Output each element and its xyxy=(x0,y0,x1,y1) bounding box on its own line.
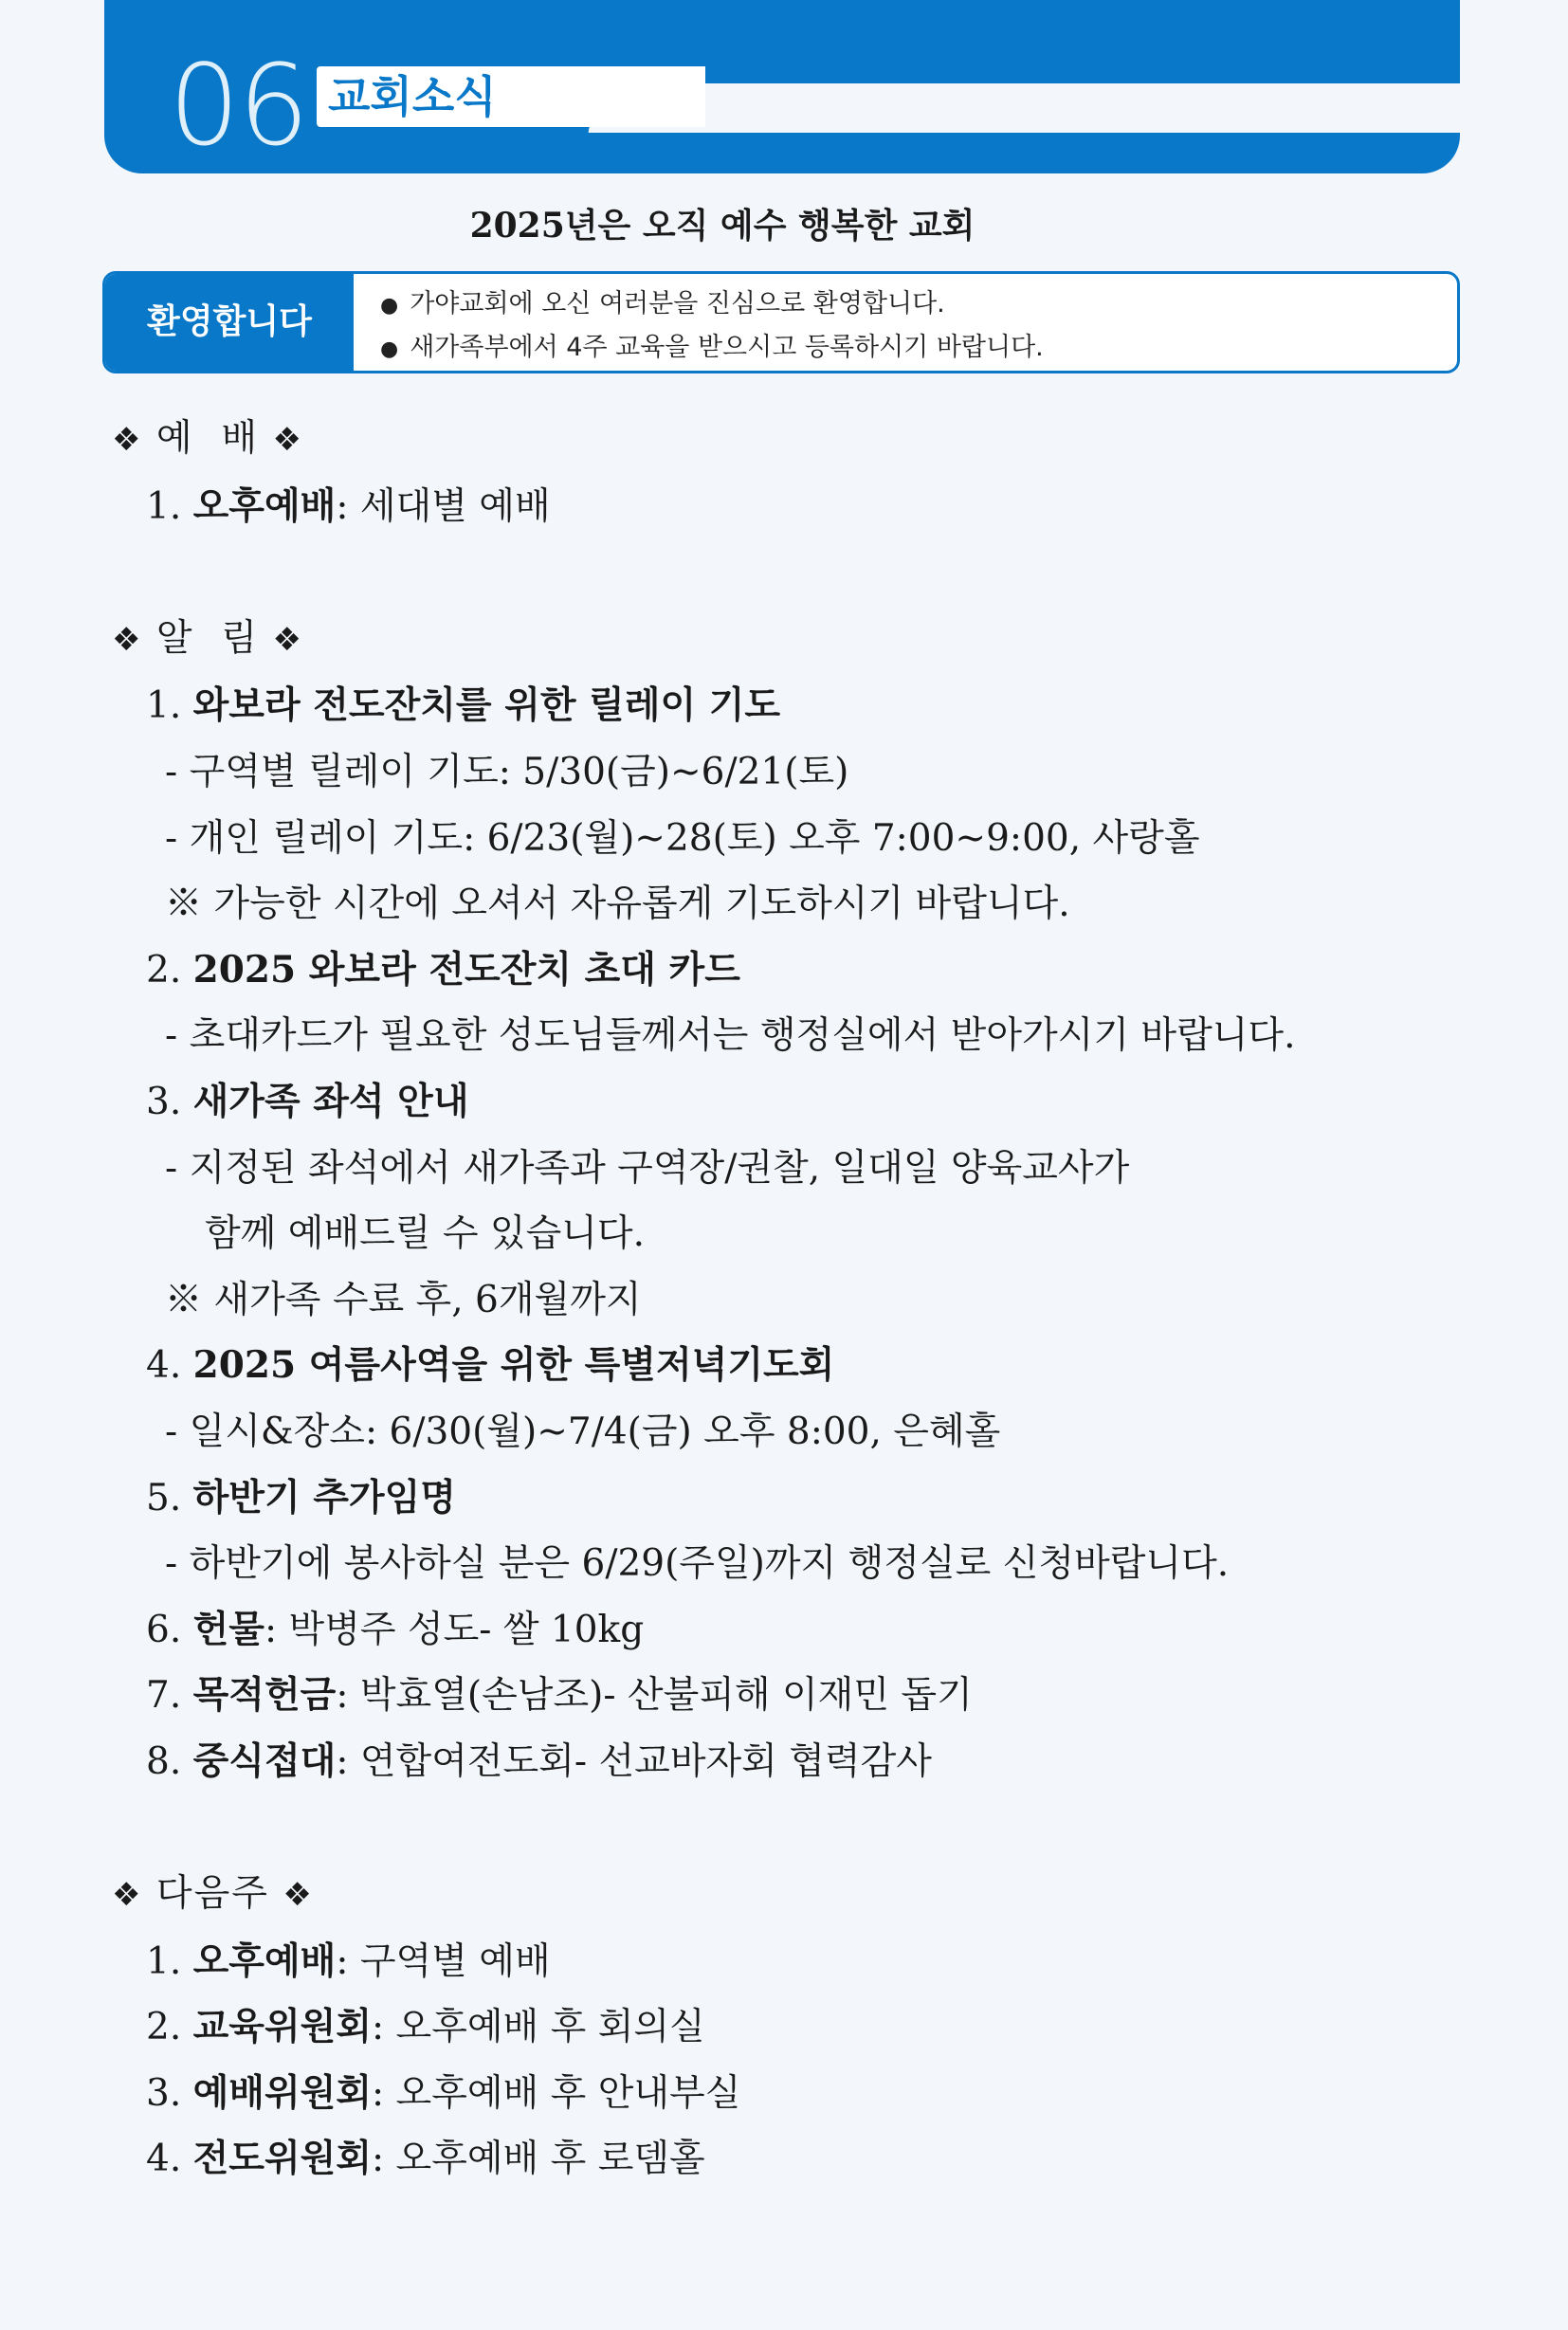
diamond-ornament-icon: ❖ xyxy=(112,620,143,659)
notice-title: 6. 헌물: 박병주 성도- 쌀 10kg xyxy=(146,1607,645,1651)
list-item: 2. 교육위원회: 오후예배 후 회의실 xyxy=(146,2005,705,2049)
notice-title: 5. 하반기 추가임명 xyxy=(146,1475,456,1520)
notice-title: 3. 새가족 좌석 안내 xyxy=(146,1079,469,1123)
notice-detail: - 지정된 좌석에서 새가족과 구역장/권찰, 일대일 양육교사가 xyxy=(165,1146,1130,1190)
notice-detail: - 개인 릴레이 기도: 6/23(월)~28(토) 오후 7:00~9:00, 사랑홀 xyxy=(165,816,1200,860)
diamond-ornament-icon: ❖ xyxy=(272,421,303,459)
next-week-heading: ❖ 다음주 ❖ xyxy=(112,1872,314,1916)
list-item: 1. 오후예배: 세대별 예배 xyxy=(146,483,551,528)
list-item: 3. 예배위원회: 오후예배 후 안내부실 xyxy=(146,2070,741,2115)
diamond-ornament-icon: ❖ xyxy=(112,1876,143,1915)
welcome-list xyxy=(380,283,1044,371)
notice-detail: - 하반기에 봉사하실 분은 6/29(주일)까지 행정실로 신청바랍니다. xyxy=(165,1542,1230,1586)
diamond-ornament-icon: ❖ xyxy=(283,1876,314,1915)
diamond-ornament-icon: ❖ xyxy=(112,421,143,459)
list-item: 1. 오후예배: 구역별 예배 xyxy=(146,1939,551,1983)
notice-detail: - 구역별 릴레이 기도: 5/30(금)~6/21(토) xyxy=(165,750,849,793)
notice-title: 2. 2025 와보라 전도잔치 초대 카드 xyxy=(146,947,740,992)
notices-heading: ❖ 알 림 ❖ xyxy=(112,616,303,660)
welcome-item: ● 가야교회에 오신 여러분을 진심으로 환영합니다. xyxy=(380,283,1044,327)
welcome-label: 환영합니다 xyxy=(105,274,354,371)
notice-title: 8. 중식접대: 연합여전도회- 선교바자회 협력감사 xyxy=(146,1738,932,1783)
notice-title: 4. 2025 여름사역을 위한 특별저녁기도회 xyxy=(146,1343,835,1388)
diamond-ornament-icon: ❖ xyxy=(272,620,303,659)
bulletin-content xyxy=(112,406,1458,2193)
banner-curve-fill xyxy=(588,133,1460,173)
notice-title: 1. 와보라 전도잔치를 위한 릴레이 기도 xyxy=(146,683,781,728)
notice-detail: - 초대카드가 필요한 성도님들께서는 행정실에서 받아가시기 바랍니다. xyxy=(165,1014,1296,1058)
welcome-item: ● 새가족부에서 4주 교육을 받으시고 등록하시기 바랍니다. xyxy=(380,327,1044,371)
notice-detail: 함께 예배드릴 수 있습니다. xyxy=(205,1212,646,1256)
notice-detail: - 일시&장소: 6/30(월)~7/4(금) 오후 8:00, 은혜홀 xyxy=(165,1410,1001,1453)
list-item: 4. 전도위원회: 오후예배 후 로뎀홀 xyxy=(146,2137,705,2181)
section-title: 교회소식 xyxy=(328,71,497,122)
worship-heading: ❖ 예 배 ❖ xyxy=(112,417,303,460)
welcome-box xyxy=(102,271,1460,373)
notice-title: 7. 목적헌금: 박효열(손남조)- 산불피해 이재민 돕기 xyxy=(146,1673,973,1718)
notice-note: ※ 새가족 수료 후, 6개월까지 xyxy=(165,1278,642,1321)
page-subtitle: 2025년은 오직 예수 행복한 교회 xyxy=(469,206,975,246)
section-number: 06 xyxy=(169,40,308,171)
notice-note: ※ 가능한 시간에 오셔서 자유롭게 기도하시기 바랍니다. xyxy=(165,883,1070,926)
